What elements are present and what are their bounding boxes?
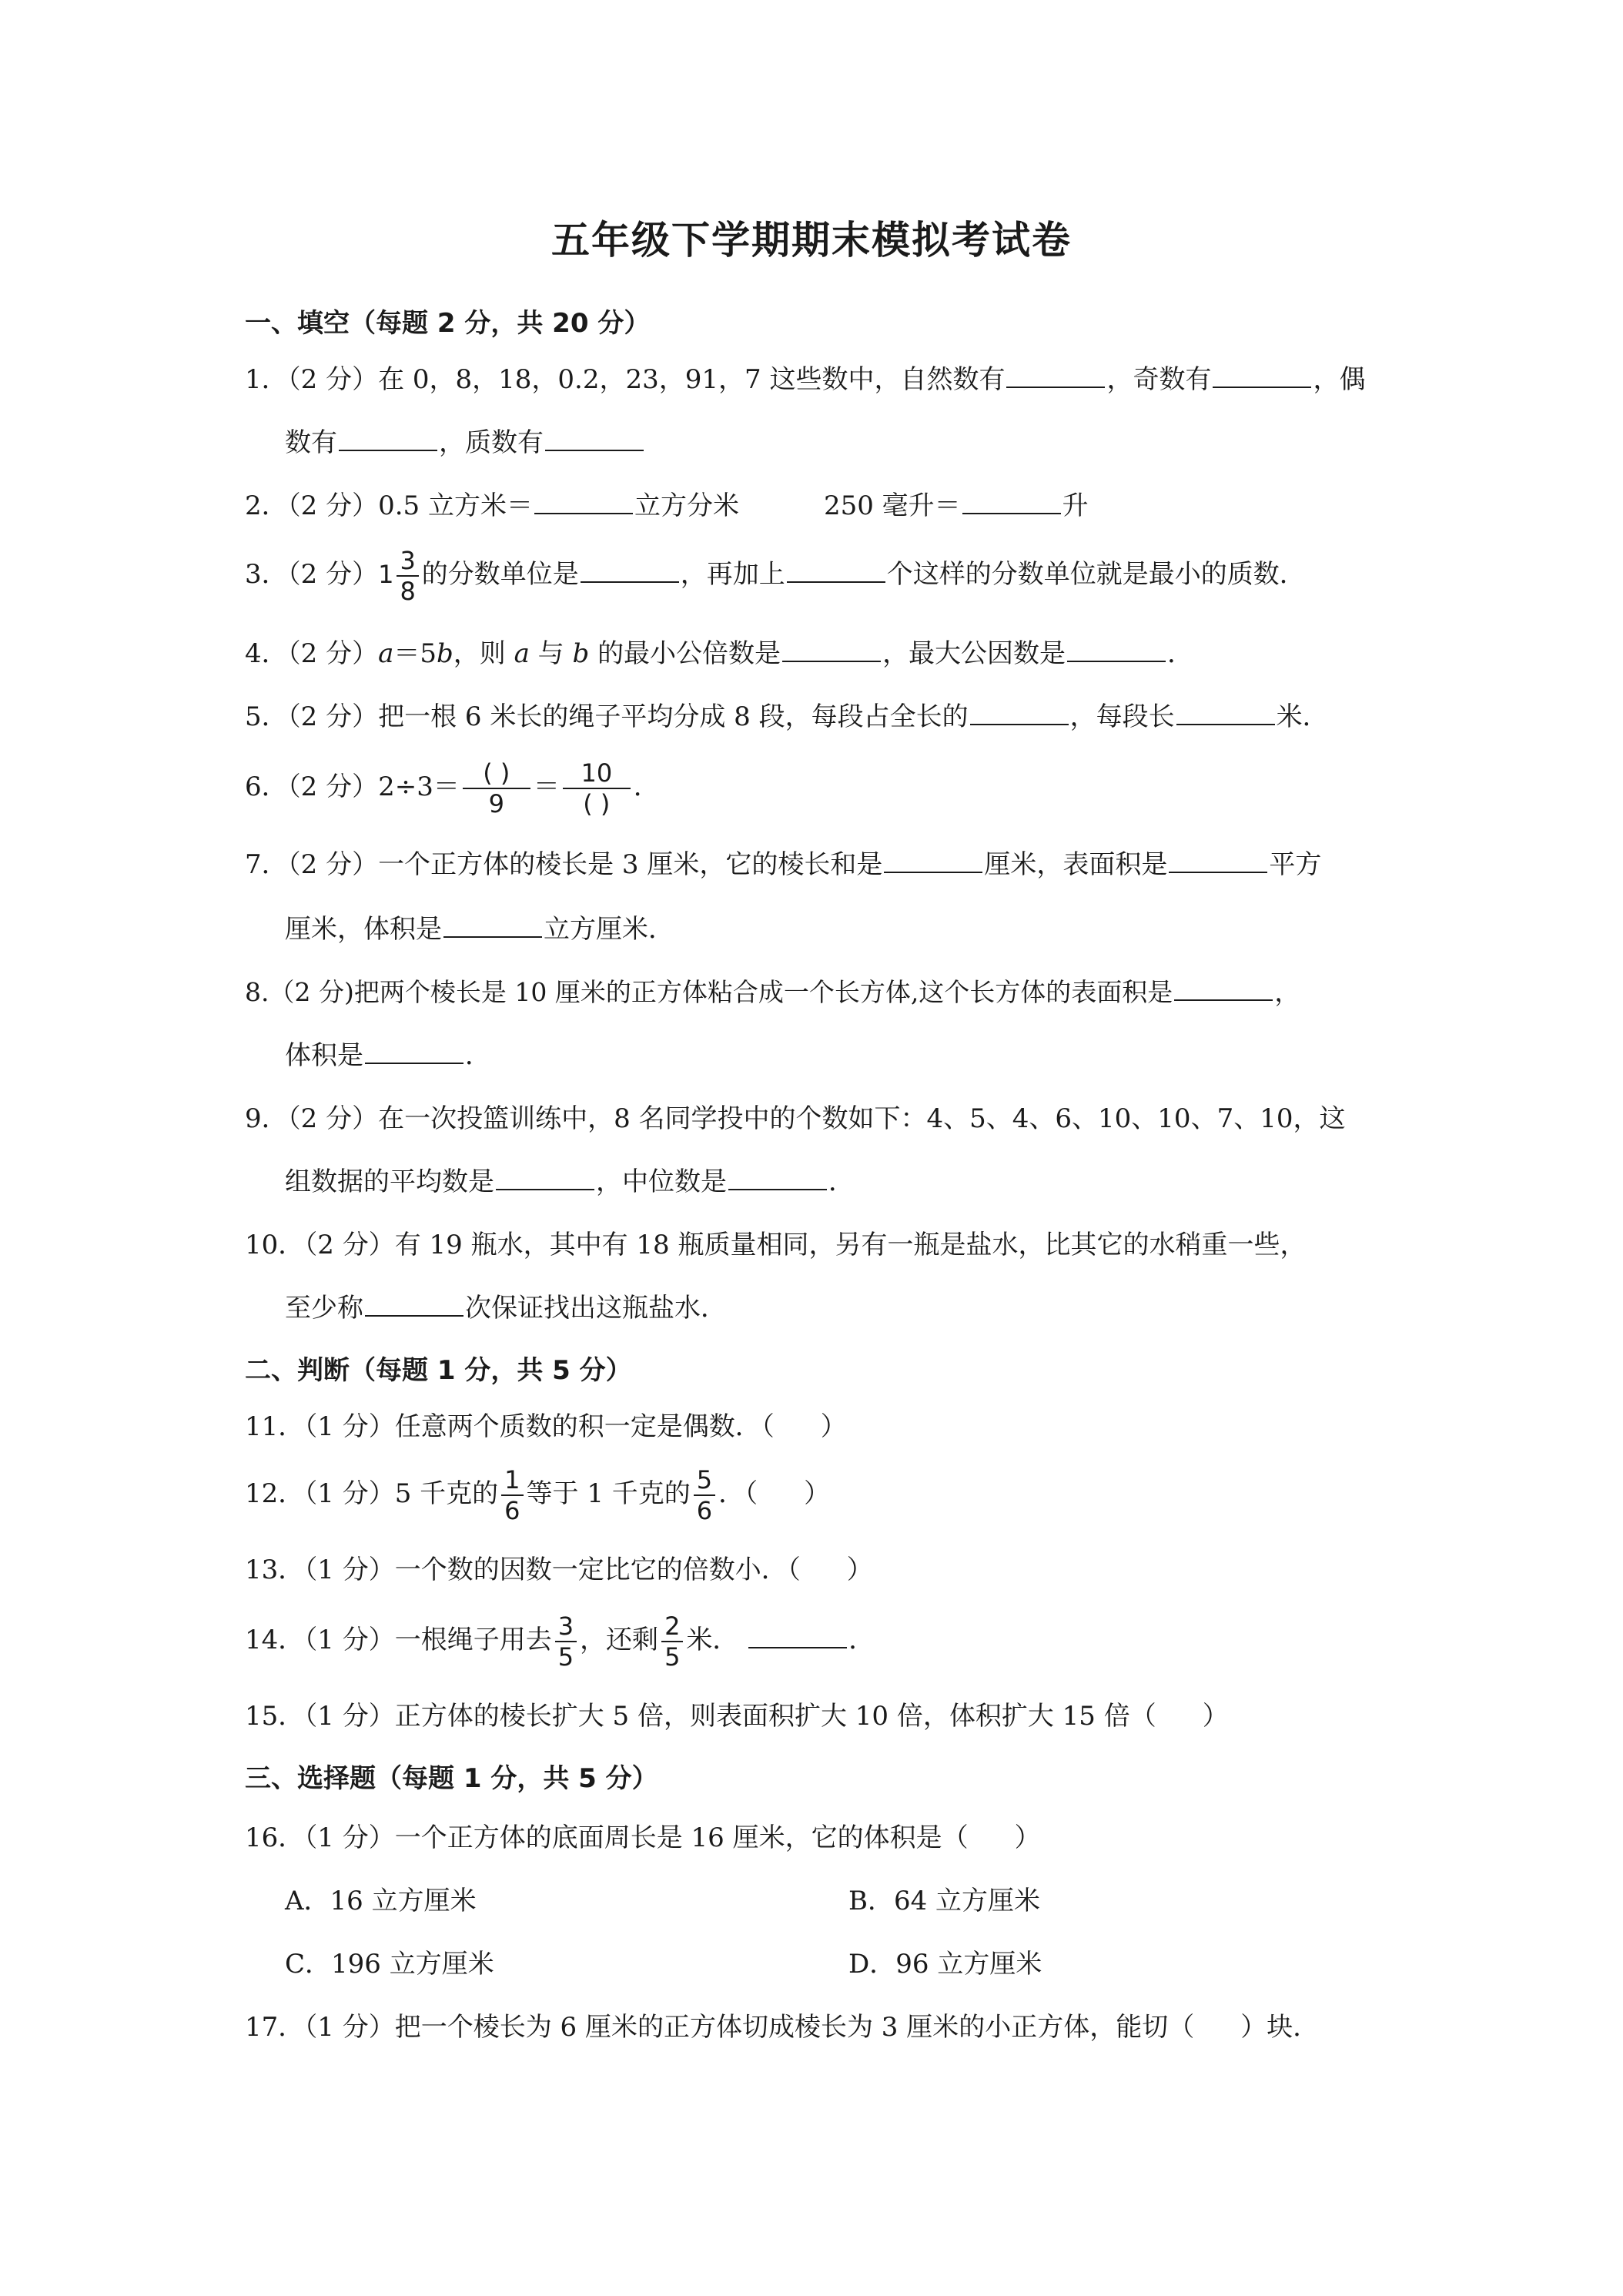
answer-blank[interactable] xyxy=(534,490,633,514)
question-3: 3．（2 分）1 $\frac{3}{8}$ 的分数单位是 ，再加上 个这样的分数单位就是最小的质数． xyxy=(245,546,1306,606)
answer-blank[interactable] xyxy=(365,1039,463,1064)
answer-blank[interactable] xyxy=(1006,363,1105,388)
answer-blank[interactable] xyxy=(884,848,982,873)
option-a[interactable]: A．16 立方厘米 xyxy=(285,1886,477,1916)
answer-blank[interactable] xyxy=(496,1166,594,1190)
option-c[interactable]: C．196 立方厘米 xyxy=(285,1949,494,1980)
question-9: 9．（2 分）在一次投篮训练中，8 名同学投中的个数如下：4、5、4、6、10、10、7、10，这 xyxy=(245,1103,1346,1134)
question-6: 6．（2 分）2÷3＝ $\frac{( )}{9}$ ＝ $\frac{10}{( )}$ ． xyxy=(245,758,660,818)
answer-blank[interactable]: ( ) xyxy=(583,789,611,818)
answer-blank[interactable] xyxy=(728,1166,827,1190)
question-15: 15．（1 分）正方体的棱长扩大 5 倍，则表面积扩大 10 倍，体积扩大 15 倍（ ） xyxy=(245,1701,1229,1732)
answer-blank[interactable] xyxy=(1213,363,1311,388)
answer-blank[interactable] xyxy=(545,427,644,451)
fraction: $\frac{2}{5}$ xyxy=(661,1614,683,1669)
answer-blank[interactable] xyxy=(787,558,885,583)
option-b[interactable]: B．64 立方厘米 xyxy=(848,1886,1041,1916)
question-1-cont: 数有 ，质数有 xyxy=(285,425,1424,460)
question-17: 17．（1 分）把一个棱长为 6 厘米的正方体切成棱长为 3 厘米的小正方体，能切（ ）块． xyxy=(245,2012,1320,2043)
question-9-cont: 组数据的平均数是 ，中位数是 ． xyxy=(285,1166,855,1197)
mixed-number: 1 $\frac{3}{8}$ xyxy=(378,560,422,589)
fraction: $\frac{3}{8}$ xyxy=(397,548,418,604)
question-7: 7．（2 分）一个正方体的棱长是 3 厘米，它的棱长和是 厘米，表面积是 平方 xyxy=(245,849,1322,880)
question-14: 14．（1 分）一根绳子用去 $\frac{3}{5}$ ，还剩 $\frac{2}{5}$ 米． ． xyxy=(245,1612,875,1672)
page-title: 五年级下学期期末模拟考试卷 xyxy=(551,218,1072,263)
answer-blank[interactable] xyxy=(748,1624,847,1648)
answer-blank[interactable] xyxy=(365,1292,463,1317)
question-4: 4．（2 分）a＝5b，则 a 与 b 的最小公倍数是 ，最大公因数是 ． xyxy=(245,638,1194,669)
answer-blank[interactable] xyxy=(970,701,1069,725)
answer-blank[interactable] xyxy=(443,913,542,938)
question-1: 1．（2 分）在 0，8，18，0.2，23，91，7 这些数中，自然数有 ，奇数有 ，偶 xyxy=(245,364,1366,395)
section-true-false: 二、判断（每题 1 分，共 5 分） xyxy=(245,1355,632,1386)
fraction: $\frac{10}{( )}$ xyxy=(563,761,631,816)
question-10: 10．（2 分）有 19 瓶水，其中有 18 瓶质量相同，另有一瓶是盐水，比其它的水稍重一些， xyxy=(245,1230,1307,1260)
answer-blank[interactable] xyxy=(1067,638,1166,662)
option-d[interactable]: D．96 立方厘米 xyxy=(848,1949,1042,1980)
fraction: $\frac{( )}{9}$ xyxy=(463,761,530,816)
answer-blank[interactable] xyxy=(1176,701,1275,725)
fraction: $\frac{3}{5}$ xyxy=(555,1614,577,1669)
question-12: 12．（1 分）5 千克的 $\frac{1}{6}$ 等于 1 千克的 $\frac{5}{6}$ ．（ ） xyxy=(245,1465,831,1525)
question-8: 8.（2 分)把两个棱长是 10 厘米的正方体粘合成一个长方体,这个长方体的表面积是 ， xyxy=(245,977,1300,1007)
answer-blank[interactable] xyxy=(581,558,679,583)
answer-blank[interactable] xyxy=(1169,848,1267,873)
fraction: $\frac{1}{6}$ xyxy=(501,1468,523,1523)
answer-blank[interactable] xyxy=(1174,976,1273,1001)
answer-blank[interactable] xyxy=(962,490,1061,514)
question-2: 2．（2 分）0.5 立方米＝ 立方分米 250 毫升＝ 升 xyxy=(245,490,1089,521)
answer-blank[interactable]: ( ) xyxy=(463,761,530,789)
fraction: $\frac{5}{6}$ xyxy=(694,1468,715,1523)
answer-blank[interactable] xyxy=(339,427,437,451)
question-5: 5．（2 分）把一根 6 米长的绳子平均分成 8 段，每段占全长的 ，每段长 米． xyxy=(245,701,1329,732)
section-fill-blank: 一、填空（每题 2 分，共 20 分） xyxy=(245,308,651,339)
question-10-cont: 至少称 次保证找出这瓶盐水． xyxy=(285,1293,727,1324)
section-multiple-choice: 三、选择题（每题 1 分，共 5 分） xyxy=(245,1763,658,1794)
question-7-cont: 厘米，体积是 立方厘米． xyxy=(285,914,674,945)
question-16: 16．（1 分）一个正方体的底面周长是 16 厘米，它的体积是（ ） xyxy=(245,1822,1041,1853)
question-8-cont: 体积是 ． xyxy=(285,1040,491,1071)
answer-blank[interactable] xyxy=(782,638,881,662)
question-13: 13．（1 分）一个数的因数一定比它的倍数小．（ ） xyxy=(245,1555,873,1585)
question-11: 11．（1 分）任意两个质数的积一定是偶数．（ ） xyxy=(245,1411,847,1442)
